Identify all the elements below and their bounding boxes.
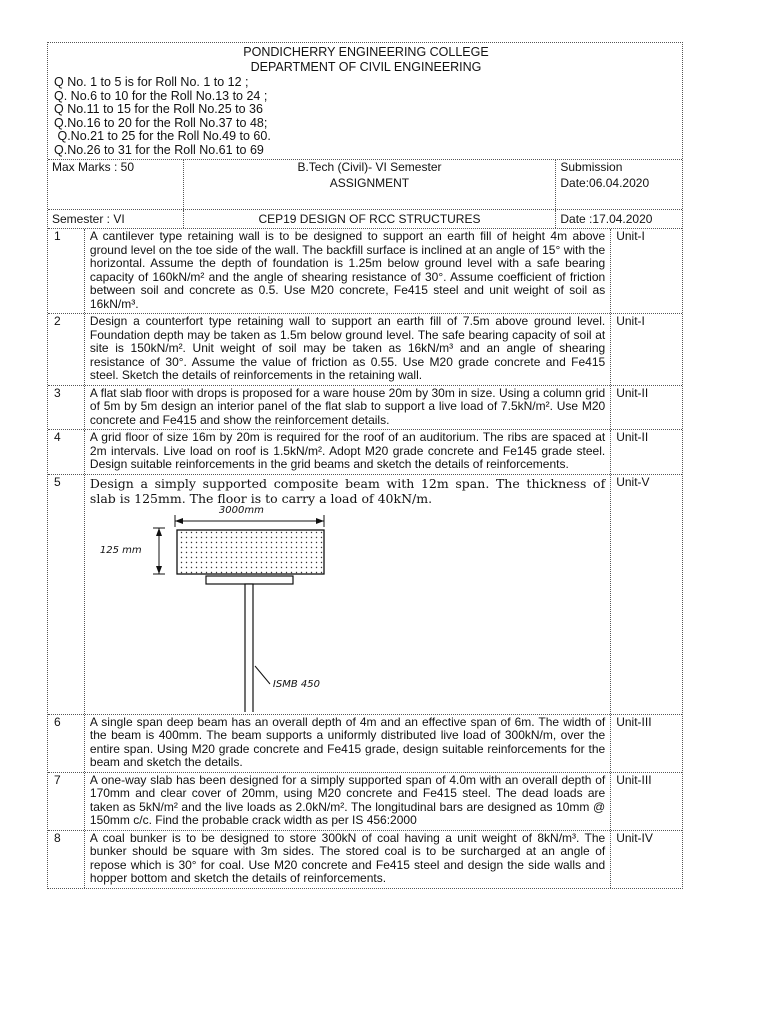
question-text: A cantilever type retaining wall is to be designed to support an earth fill of height 4m above ground level on the toe side of the wall. The backfill surface is inclined at an angle of 15° with the horizontal. Assume the depth of foundation is 1.25m below ground level with a safe bearing capacity of 160kN/m² and the angle of shearing resistance of 30°. Assume coefficient of friction between soil and concrete as 0.5. Use M20 concrete, Fe415 steel and unit weight of soil as 16kN/m³. xyxy=(85,229,611,313)
question-row xyxy=(48,430,682,475)
question-row xyxy=(48,831,682,888)
question-number: 7 xyxy=(48,773,85,830)
question-text: Design a simply supported composite beam with 12m span. The thickness of slab is 125mm. The floor is to carry a load of 40kN/m. xyxy=(89,475,606,506)
question-row xyxy=(48,773,682,831)
assignment-page xyxy=(47,42,683,889)
question-unit: Unit-I xyxy=(616,314,645,328)
roll-allocation xyxy=(54,76,678,157)
header-block xyxy=(48,43,682,159)
question-unit: Unit-V xyxy=(616,474,650,489)
question-unit: Unit-IV xyxy=(616,830,653,845)
depth-label: 125 mm xyxy=(99,544,142,556)
question-unit: Unit-I xyxy=(616,229,645,243)
info-row-semester xyxy=(48,210,682,229)
assignment-label: ASSIGNMENT xyxy=(329,175,410,190)
concrete-slab xyxy=(177,530,324,574)
width-label: 3000mm xyxy=(218,504,264,516)
question-text: A grid floor of size 16m by 20m is required for the roof of an auditorium. The ribs are spaced at 2m intervals. Live load on roof is 1.5kN/m². Adopt M20 grade concrete and Fe145 grade steel. Design suitable reinforcements in the grid beams and sketch the details of reinforcements. xyxy=(85,430,611,474)
question-row xyxy=(48,386,682,431)
semester: Semester : VI xyxy=(48,210,184,228)
question-row xyxy=(48,314,682,386)
question-unit: Unit-II xyxy=(616,385,649,400)
roll-line: Q No.11 to 15 for the Roll No.25 to 36 xyxy=(54,102,263,116)
question-text: A flat slab floor with drops is proposed for a ware house 20m by 30m in size. Using a column grid of 5m by 5m design an interior panel of the flat slab to support a live load of 7.5kN/m². Use M20 concrete and Fe415 and show the reinforcement details. xyxy=(85,386,611,430)
question-unit: Unit-II xyxy=(616,430,649,444)
composite-beam-figure xyxy=(90,506,605,712)
subject-title: CEP19 DESIGN OF RCC STRUCTURES xyxy=(184,210,557,228)
question-row xyxy=(48,229,682,314)
steel-web xyxy=(245,584,253,712)
question-row xyxy=(48,475,682,715)
submission-cell xyxy=(556,160,682,209)
composite-beam-sketch xyxy=(90,506,610,712)
question-number: 3 xyxy=(48,386,85,430)
submission-label: Submission xyxy=(560,160,623,174)
question-text: A coal bunker is to be designed to store 300kN of coal having a unit weight of 8kN/m³. The bunker should be square with 3m sides. The stored coal is to be surcharged at an angle of repose which is 30° for coal. Use M20 concrete and Fe415 steel and design the side walls and hopper bottom and sketch the details of reinforcements. xyxy=(85,831,611,888)
question-number: 1 xyxy=(48,229,85,313)
roll-line: Q. No.6 to 10 for the Roll No.13 to 24 ; xyxy=(54,88,268,103)
question-number: 6 xyxy=(48,715,85,772)
question-unit: Unit-III xyxy=(616,714,652,729)
question-text-cell xyxy=(85,475,611,714)
college-name: PONDICHERRY ENGINEERING COLLEGE xyxy=(243,45,489,59)
exam-date: Date :17.04.2020 xyxy=(560,212,653,226)
section-leader-line xyxy=(255,666,270,684)
roll-line: Q.No.16 to 20 for the Roll No.37 to 48; xyxy=(54,115,268,130)
roll-line: Q.No.26 to 31 for the Roll No.61 to 69 xyxy=(54,142,264,157)
department-name: DEPARTMENT OF CIVIL ENGINEERING xyxy=(250,60,482,74)
question-number: 2 xyxy=(48,314,85,385)
top-flange xyxy=(206,576,293,584)
question-unit: Unit-III xyxy=(616,772,652,787)
roll-line: Q.No.21 to 25 for the Roll No.49 to 60. xyxy=(54,129,271,143)
question-number: 4 xyxy=(48,430,85,474)
depth-dimension xyxy=(153,528,165,574)
header-row xyxy=(48,43,682,160)
course-name: B.Tech (Civil)- VI Semester xyxy=(297,160,442,174)
question-number: 8 xyxy=(48,831,85,888)
max-marks: Max Marks : 50 xyxy=(48,160,184,209)
question-row xyxy=(48,715,682,773)
section-label: ISMB 450 xyxy=(272,678,320,690)
question-text: Design a counterfort type retaining wall to support an earth fill of 7.5m above ground level. Foundation depth may be taken as 1.5m below ground level. The safe bearing capacity of soil at site is 150kN/m². Unit weight of soil may be taken as 16kN/m³ and an angle of shearing resistance of 30°. Assume the value of friction as 0.55. Use M20 grade concrete and Fe415 steel. Sketch the details of reinforcements in the retaining wall. xyxy=(85,314,611,385)
course-cell xyxy=(184,160,557,209)
submission-date: Date:06.04.2020 xyxy=(560,175,650,190)
question-text: A one-way slab has been designed for a simply supported span of 4.0m with an overall depth of 170mm and clear cover of 20mm, using M20 concrete and Fe415 steel. The dead loads are taken as 5kN/m² and the live loads as 2.0kN/m². The longitudinal bars are designed as 10mm @ 150mm c/c. Find the probable crack width as per IS 456:2000 xyxy=(85,773,611,830)
assignment-table xyxy=(47,42,683,889)
question-text: A single span deep beam has an overall depth of 4m and an effective span of 6m. The width of the beam is 400mm. The beam supports a uniformly distributed live load of 300kN/m, over the entire span. Using M20 grade concrete and Fe415 grade, design suitable reinforcements for the beam and sketch the details. xyxy=(85,715,611,772)
roll-line: Q No. 1 to 5 is for Roll No. 1 to 12 ; xyxy=(54,75,249,89)
question-number: 5 xyxy=(48,475,85,714)
info-row-marks xyxy=(48,160,682,210)
